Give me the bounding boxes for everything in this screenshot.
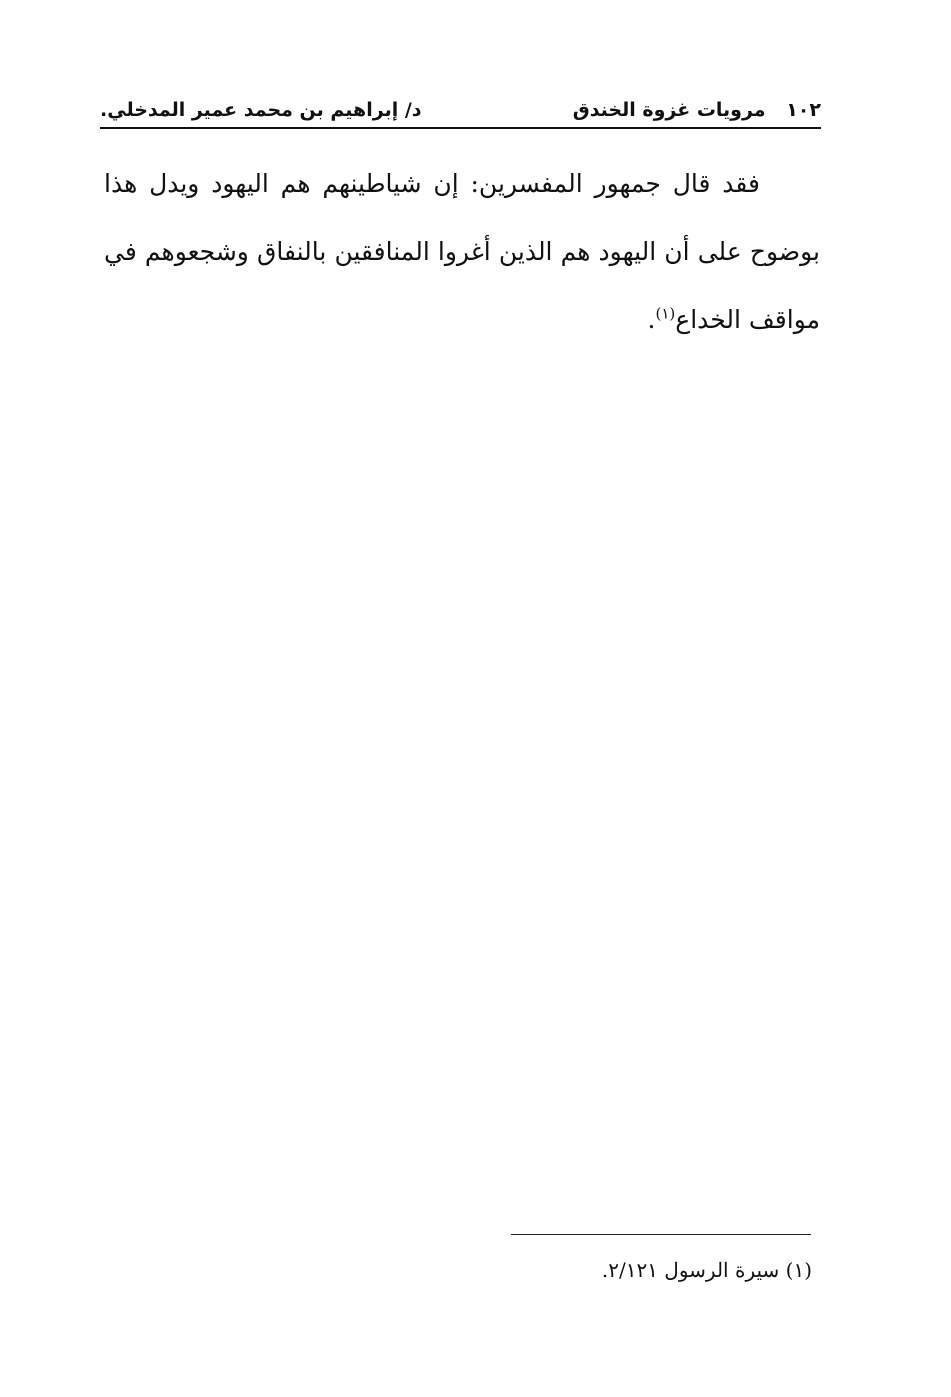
running-header	[100, 92, 821, 128]
header-rule	[100, 127, 821, 129]
paragraph-end-punctuation: .	[647, 305, 656, 334]
footnote-reference[interactable]: (١)	[655, 304, 676, 323]
body-paragraph	[104, 150, 820, 354]
paragraph-text: فقد قال جمهور المفسرين: إن شياطينهم هم اليهود ويدل هذا بوضوح على أن اليهود هم الذين أغروا المنافقين بالنفاق وشجعوهم في مواقف الخداع	[104, 169, 820, 334]
footnote: (١) سيرة الرسول ٢/١٢١.	[601, 1258, 812, 1282]
header-author: د/ إبراهيم بن محمد عمير المدخلي.	[100, 99, 422, 121]
book-title: مرويات غزوة الخندق	[572, 99, 766, 121]
footnote-rule	[511, 1234, 811, 1235]
page-number: ١٠٢	[786, 99, 821, 121]
body-text	[104, 150, 820, 354]
header-title-block	[573, 92, 821, 128]
